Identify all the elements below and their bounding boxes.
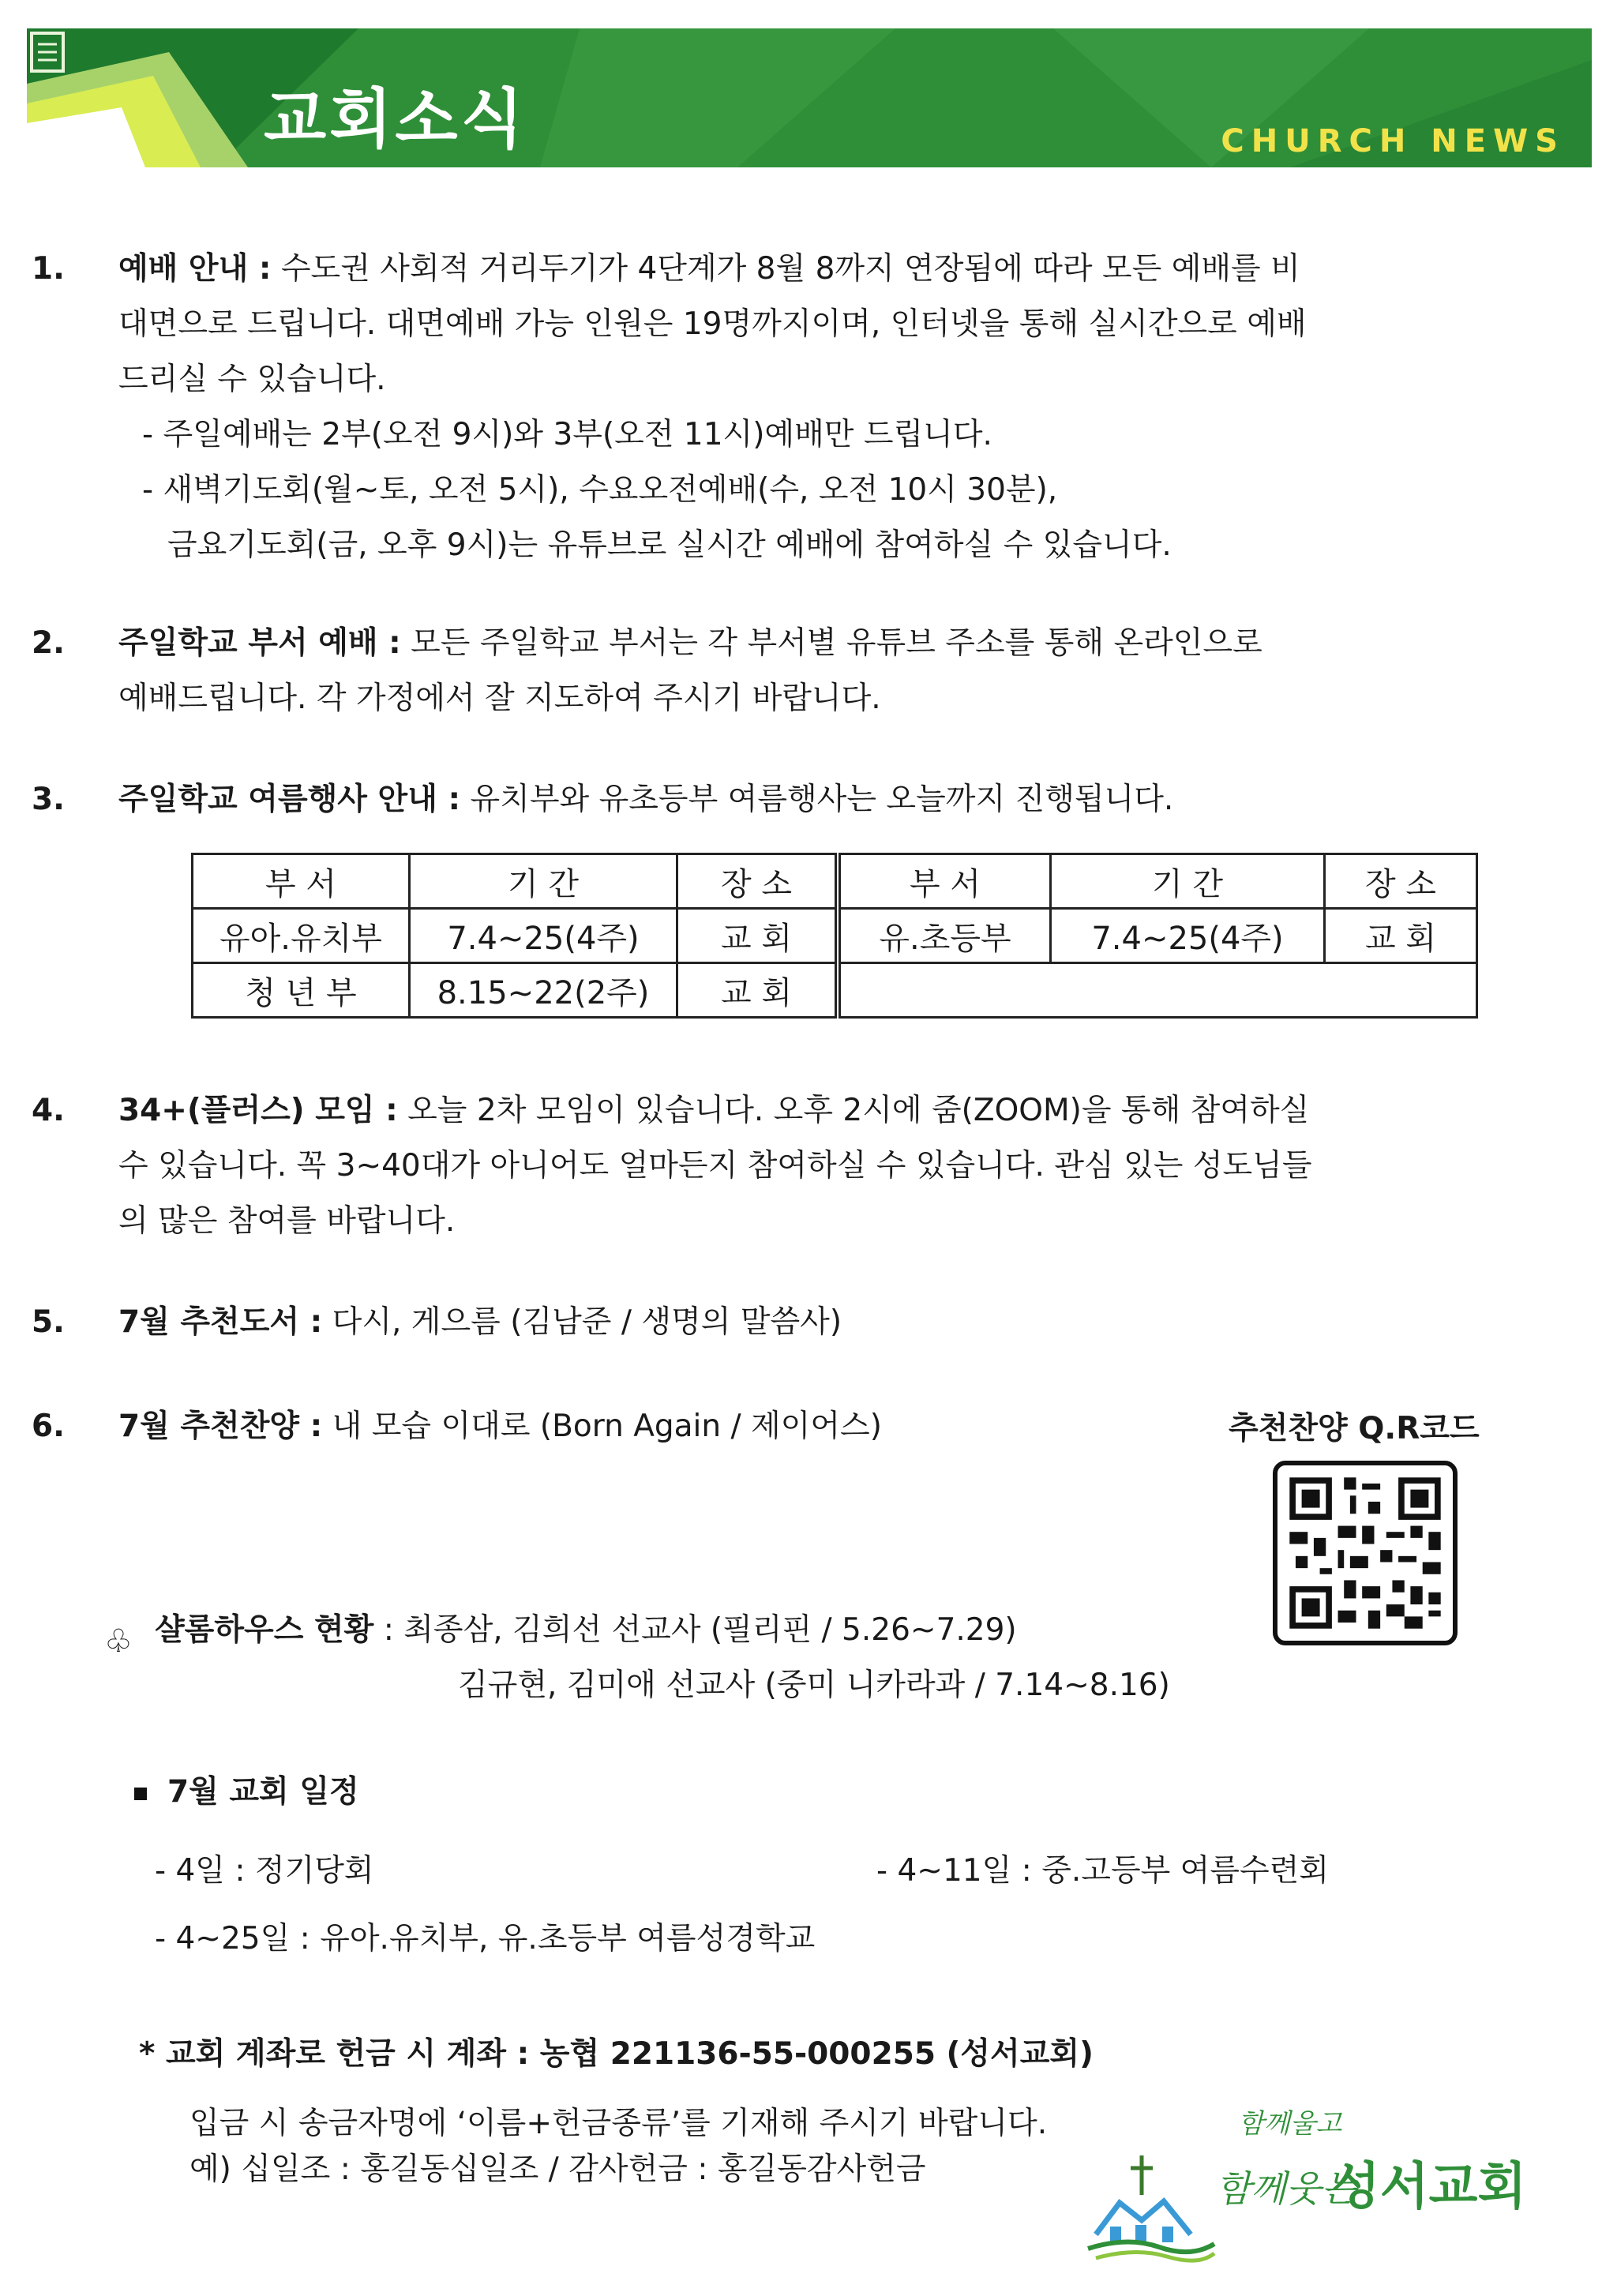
item-number: 6. (32, 1409, 65, 1444)
table-header: 부 서 (838, 854, 1051, 909)
item-number: 3. (32, 782, 65, 817)
notice-item-1 (32, 242, 1484, 573)
table-cell: 교 회 (677, 963, 839, 1018)
item-number: 1. (32, 251, 65, 287)
item-heading: 34+(플러스) 모임 : (118, 1093, 398, 1128)
item-text: 수도권 사회적 거리두기가 4단계가 8월 8까지 연장됨에 따라 모든 예배를 비 (271, 251, 1300, 287)
item-number: 2. (32, 625, 65, 661)
shalom-house-status (104, 1603, 1263, 1713)
item-number: 5. (32, 1304, 65, 1340)
item-text: 드리실 수 있습니다. (118, 362, 386, 397)
item-text: - 주일예배는 2부(오전 9시)와 3부(오전 11시)예배만 드립니다. (142, 417, 992, 452)
club-icon: ♧ (104, 1623, 133, 1660)
table-row (193, 963, 1477, 1018)
table-header: 부 서 (193, 854, 410, 909)
notice-item-4 (32, 1083, 1484, 1249)
offering-note: 입금 시 송금자명에 ‘이름+헌금종류’를 기재해 주시기 바랍니다. (189, 2106, 1048, 2141)
banner-title: 교회소식 (264, 82, 527, 157)
table-header: 기 간 (410, 854, 677, 909)
table-cell: 교 회 (677, 909, 839, 963)
offering-account: * 교회 계좌로 헌금 시 계좌 : 농협 221136-55-000255 (성서교회) (139, 2036, 1094, 2072)
shalom-text: 김규현, 김미애 선교사 (중미 니카라과 / 7.14~8.16) (458, 1668, 1170, 1703)
table-cell: 유.초등부 (838, 909, 1051, 963)
qr-code-pattern (1277, 1465, 1453, 1641)
item-heading: 예배 안내 : (118, 251, 272, 287)
item-text: 예배드립니다. 각 가정에서 잘 지도하여 주시기 바랍니다. (118, 681, 881, 716)
table-row (193, 909, 1477, 963)
item-text: 유치부와 유초등부 여름행사는 오늘까지 진행됩니다. (460, 782, 1174, 817)
item-text: 내 모습 이대로 (Born Again / 제이어스) (322, 1409, 882, 1444)
table-cell: 교 회 (1325, 909, 1477, 963)
shalom-heading: 샬롬하우스 현황 (155, 1612, 374, 1648)
table-header: 기 간 (1051, 854, 1325, 909)
table-header: 장 소 (677, 854, 839, 909)
table-cell: 7.4~25(4주) (410, 909, 677, 963)
church-logo-icon (1080, 2148, 1222, 2266)
item-text: 모든 주일학교 부서는 각 부서별 유튜브 주소를 통해 온라인으로 (400, 625, 1262, 661)
item-heading: 7월 추천찬양 : (118, 1409, 323, 1444)
table-header: 장 소 (1325, 854, 1477, 909)
item-text: 대면으로 드립니다. 대면예배 가능 인원은 19명까지이며, 인터넷을 통해 실시간으로 예배 (118, 306, 1307, 342)
qr-label: 추천찬양 Q.R코드 (1229, 1411, 1480, 1446)
table-cell: 청 년 부 (193, 963, 410, 1018)
summer-events-table (191, 853, 1478, 1019)
logo-church-name: 성서교회 (1331, 2157, 1527, 2216)
news-banner (27, 28, 1592, 167)
item-text: 금요기도회(금, 오후 9시)는 유튜브로 실시간 예배에 참여하실 수 있습니다. (167, 527, 1172, 563)
item-heading: 7월 추천도서 : (118, 1304, 323, 1340)
table-cell: 8.15~22(2주) (410, 963, 677, 1018)
item-text: - 새벽기도회(월~토, 오전 5시), 수요오전예배(수, 오전 10시 30분), (142, 472, 1058, 508)
notice-item-3 (32, 772, 1484, 827)
item-heading: 주일학교 부서 예배 : (118, 625, 401, 661)
notice-item-2 (32, 616, 1484, 726)
qr-code[interactable] (1273, 1461, 1458, 1645)
scroll-icon (27, 28, 71, 76)
table-header-row (193, 854, 1477, 909)
item-text: 다시, 게으름 (김남준 / 생명의 말씀사) (322, 1304, 842, 1340)
banner-subtitle: CHURCH NEWS (1221, 123, 1565, 159)
notice-item-5 (32, 1295, 1484, 1350)
schedule-event: - 4~25일 : 유아.유치부, 유.초등부 여름성경학교 (155, 1921, 816, 1956)
item-text: 의 많은 참여를 바랍니다. (118, 1203, 456, 1239)
schedule-title-text: 7월 교회 일정 (167, 1774, 359, 1810)
notice-item-6 (32, 1399, 1184, 1454)
schedule-event: - 4일 : 정기당회 (155, 1853, 374, 1889)
square-bullet-icon (134, 1788, 147, 1800)
item-number: 4. (32, 1093, 65, 1128)
table-cell-empty (838, 963, 1477, 1018)
offering-example: 예) 십일조 : 홍길동십일조 / 감사헌금 : 홍길동감사헌금 (189, 2152, 926, 2187)
table-cell: 7.4~25(4주) (1051, 909, 1325, 963)
logo-tagline-2: 함께웃는 (1216, 2167, 1356, 2210)
item-text: 수 있습니다. 꼭 3~40대가 아니어도 얼마든지 참여하실 수 있습니다. 관심 있는 성도님들 (118, 1148, 1312, 1184)
schedule-event: - 4~11일 : 중.고등부 여름수련회 (876, 1853, 1330, 1889)
table-cell: 유아.유치부 (193, 909, 410, 963)
item-text: 오늘 2차 모임이 있습니다. 오후 2시에 줌(ZOOM)을 통해 참여하실 (397, 1093, 1310, 1128)
shalom-text: : 최종삼, 김희선 선교사 (필리핀 / 5.26~7.29) (373, 1612, 1017, 1648)
item-heading: 주일학교 여름행사 안내 : (118, 782, 461, 817)
logo-tagline-1: 함께울고 (1238, 2108, 1342, 2140)
schedule-title (134, 1767, 359, 1811)
